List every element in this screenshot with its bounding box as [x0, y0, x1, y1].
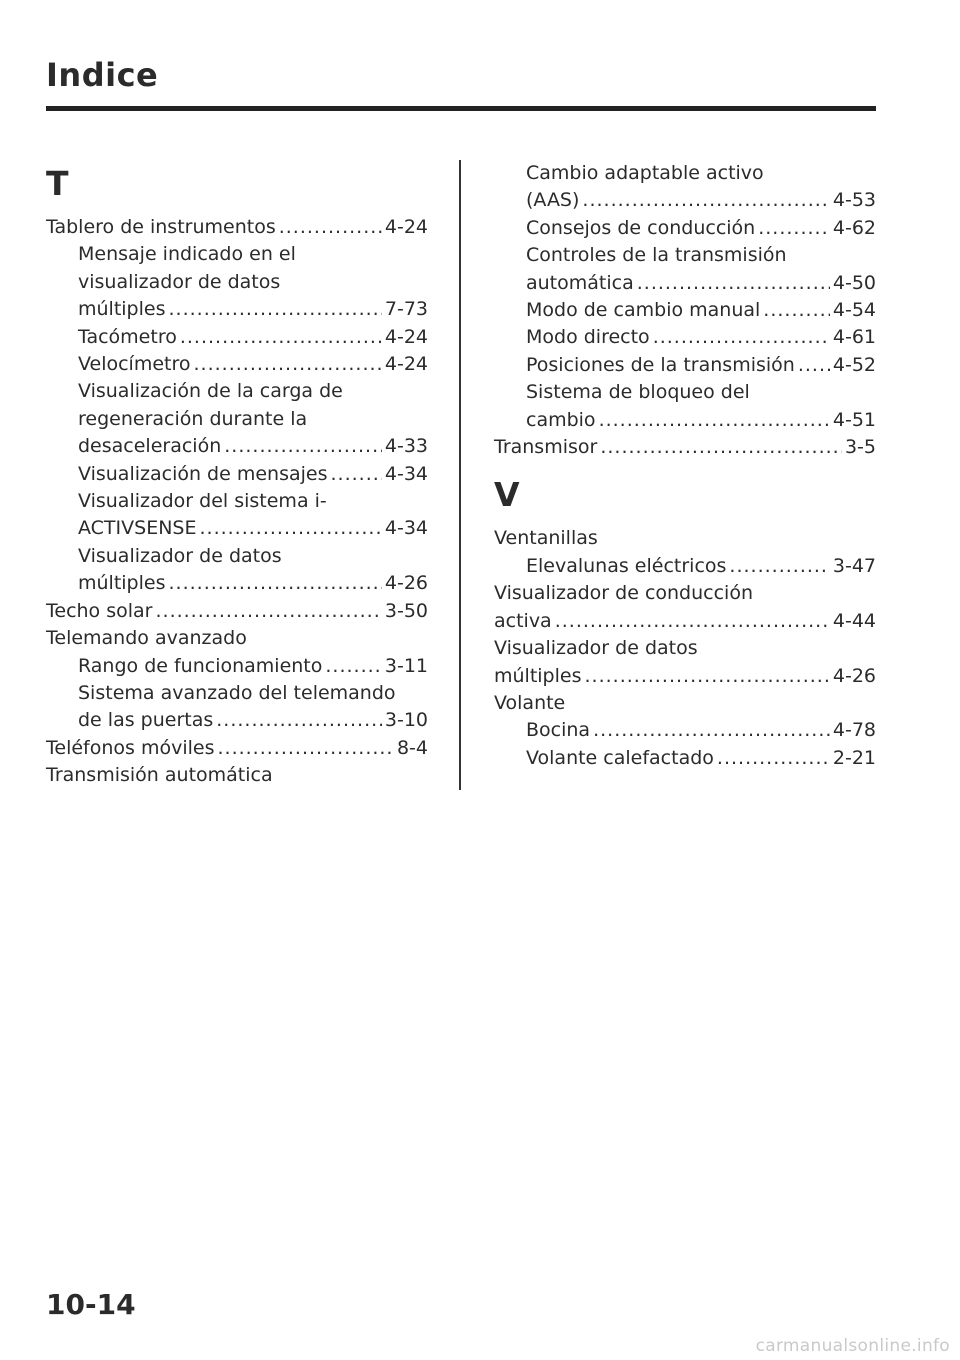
- dot-leader: [555, 608, 830, 635]
- index-heading-line: Controles de la transmisión: [526, 244, 787, 267]
- index-page-ref: 4-24: [384, 325, 428, 348]
- index-entry: [494, 270, 876, 297]
- index-entry: [46, 653, 428, 680]
- index-entry-text: Bocina: [526, 719, 591, 742]
- index-entry: [494, 407, 876, 434]
- index-heading-line: Cambio adaptable activo: [526, 162, 764, 184]
- index-entry: [494, 352, 876, 379]
- dot-leader: [600, 434, 842, 461]
- index-entry-text: Techo solar: [46, 599, 153, 622]
- index-page-ref: 4-51: [832, 408, 876, 431]
- index-entry-text: múltiples: [78, 298, 166, 321]
- dot-leader: [582, 187, 829, 214]
- index-entry-text: Volante calefactado: [526, 746, 714, 769]
- index-entry: [46, 735, 428, 762]
- index-page-ref: 3-11: [384, 654, 428, 677]
- index-list-v: [494, 525, 876, 772]
- page-number: 10-14: [46, 1288, 136, 1321]
- index-entry-text: desaceleración: [78, 435, 222, 458]
- index-entry-text: Modo de cambio manual: [526, 299, 761, 322]
- dot-leader: [325, 653, 381, 680]
- index-entry-text: Modo directo: [526, 326, 650, 349]
- index-column-left: [46, 160, 428, 790]
- dot-leader: [194, 351, 382, 378]
- index-entry: [46, 515, 428, 542]
- section-letter-t: T: [46, 164, 69, 203]
- dot-leader: [180, 324, 382, 351]
- index-page-ref: 3-47: [832, 554, 876, 577]
- index-heading-line: Visualizador de conducción: [494, 582, 753, 605]
- index-page-ref: 4-33: [384, 435, 428, 458]
- index-page-ref: 4-53: [832, 189, 876, 212]
- index-entry-text: Consejos de conducción: [526, 216, 756, 239]
- dot-leader: [599, 407, 830, 434]
- index-entry-text: Tacómetro: [78, 325, 177, 348]
- index-entry-text: Elevalunas eléctricos: [526, 554, 727, 577]
- index-entry-text: ACTIVSENSE: [78, 517, 197, 540]
- index-heading-line: Volante: [494, 691, 566, 714]
- index-page-ref: 7-73: [384, 298, 428, 321]
- index-entry: [46, 296, 428, 323]
- index-entry-text: de las puertas: [78, 709, 214, 732]
- index-page-ref: 4-44: [832, 609, 876, 632]
- dot-leader: [169, 296, 382, 323]
- section-letter-v: V: [494, 475, 520, 515]
- dot-leader: [758, 215, 830, 242]
- index-page-ref: 4-26: [384, 572, 428, 595]
- dot-leader: [653, 324, 830, 351]
- index-page-ref: 4-62: [832, 216, 876, 239]
- index-heading-line: Visualizador del sistema i-: [78, 490, 327, 513]
- index-page-ref: 4-54: [832, 299, 876, 322]
- index-entry-text: cambio: [526, 408, 596, 431]
- dot-leader: [593, 717, 830, 744]
- dot-leader: [169, 570, 382, 597]
- index-page-ref: 4-24: [384, 216, 428, 238]
- index-page-ref: 4-24: [384, 353, 428, 376]
- index-entry: [494, 717, 876, 744]
- index-heading-line: Telemando avanzado: [46, 627, 247, 650]
- index-list-t-continued: [494, 160, 876, 461]
- index-entry-text: Teléfonos móviles: [46, 736, 215, 759]
- index-page-ref: 3-10: [384, 709, 428, 732]
- index-entry-text: automática: [526, 271, 634, 294]
- dot-leader: [199, 515, 381, 542]
- index-heading-line: Visualizador de datos: [78, 544, 282, 567]
- index-page-ref: 4-78: [832, 719, 876, 742]
- index-page-ref: 4-34: [384, 517, 428, 540]
- index-page-ref: 4-50: [832, 271, 876, 294]
- index-page-ref: 3-50: [384, 599, 428, 622]
- header-rule: [46, 106, 876, 111]
- index-entry: [494, 745, 876, 772]
- index-heading-line: regeneración durante la: [78, 407, 308, 430]
- dot-leader: [217, 735, 393, 762]
- index-entry-text: Velocímetro: [78, 353, 191, 376]
- index-page-ref: 4-26: [832, 664, 876, 687]
- index-entry: [46, 214, 428, 241]
- index-entry-text: múltiples: [78, 572, 166, 595]
- index-entry-text: Tablero de instrumentos: [46, 216, 276, 238]
- dot-leader: [717, 745, 830, 772]
- index-entry: [46, 570, 428, 597]
- index-entry-text: (AAS): [526, 189, 580, 212]
- index-page-ref: 4-34: [384, 462, 428, 485]
- dot-leader: [763, 297, 830, 324]
- index-entry: [46, 324, 428, 351]
- index-heading-line: Transmisión automática: [46, 764, 273, 787]
- index-entry: [46, 433, 428, 460]
- column-divider: [459, 160, 461, 790]
- dot-leader: [729, 553, 829, 580]
- index-entry-text: Visualización de mensajes: [78, 462, 328, 485]
- dot-leader: [279, 214, 382, 241]
- index-entry: [46, 461, 428, 488]
- index-entry: [46, 707, 428, 734]
- index-heading-line: Visualización de la carga de: [78, 380, 343, 403]
- dot-leader: [331, 461, 382, 488]
- index-entry: [494, 663, 876, 690]
- index-heading-line: Visualizador de datos: [494, 637, 698, 660]
- index-entry: [46, 598, 428, 625]
- dot-leader: [216, 707, 382, 734]
- index-heading-line: visualizador de datos: [78, 270, 281, 293]
- index-entry: [494, 215, 876, 242]
- index-entry: [494, 608, 876, 635]
- index-entry: [494, 434, 876, 461]
- index-entry-text: activa: [494, 609, 552, 632]
- index-heading-line: Ventanillas: [494, 527, 598, 550]
- index-entry: [46, 351, 428, 378]
- index-page-ref: 4-61: [832, 326, 876, 349]
- dot-leader: [155, 598, 381, 625]
- index-entry: [494, 187, 876, 214]
- index-entry-text: Rango de funcionamiento: [78, 654, 323, 677]
- index-heading-line: Mensaje indicado en el: [78, 243, 296, 266]
- index-entry: [494, 553, 876, 580]
- index-entry-text: Transmisor: [494, 436, 598, 459]
- index-page-ref: 8-4: [396, 736, 428, 759]
- index-entry-text: Posiciones de la transmisión: [526, 353, 795, 376]
- index-heading-line: Sistema avanzado del telemando: [78, 681, 396, 704]
- index-column-right: [494, 160, 876, 772]
- dot-leader: [224, 433, 382, 460]
- index-entry: [494, 297, 876, 324]
- page-title: Indice: [46, 56, 159, 94]
- dot-leader: [585, 663, 830, 690]
- index-entry-text: múltiples: [494, 664, 582, 687]
- index-list-t: [46, 214, 428, 790]
- dot-leader: [798, 352, 830, 379]
- index-heading-line: Sistema de bloqueo del: [526, 381, 750, 404]
- index-entry: [494, 324, 876, 351]
- index-page-ref: 2-21: [832, 746, 876, 769]
- index-page-ref: 4-52: [832, 353, 876, 376]
- dot-leader: [637, 270, 830, 297]
- index-page-ref: 3-5: [844, 436, 876, 459]
- watermark: carmanualsonline.info: [755, 1336, 950, 1356]
